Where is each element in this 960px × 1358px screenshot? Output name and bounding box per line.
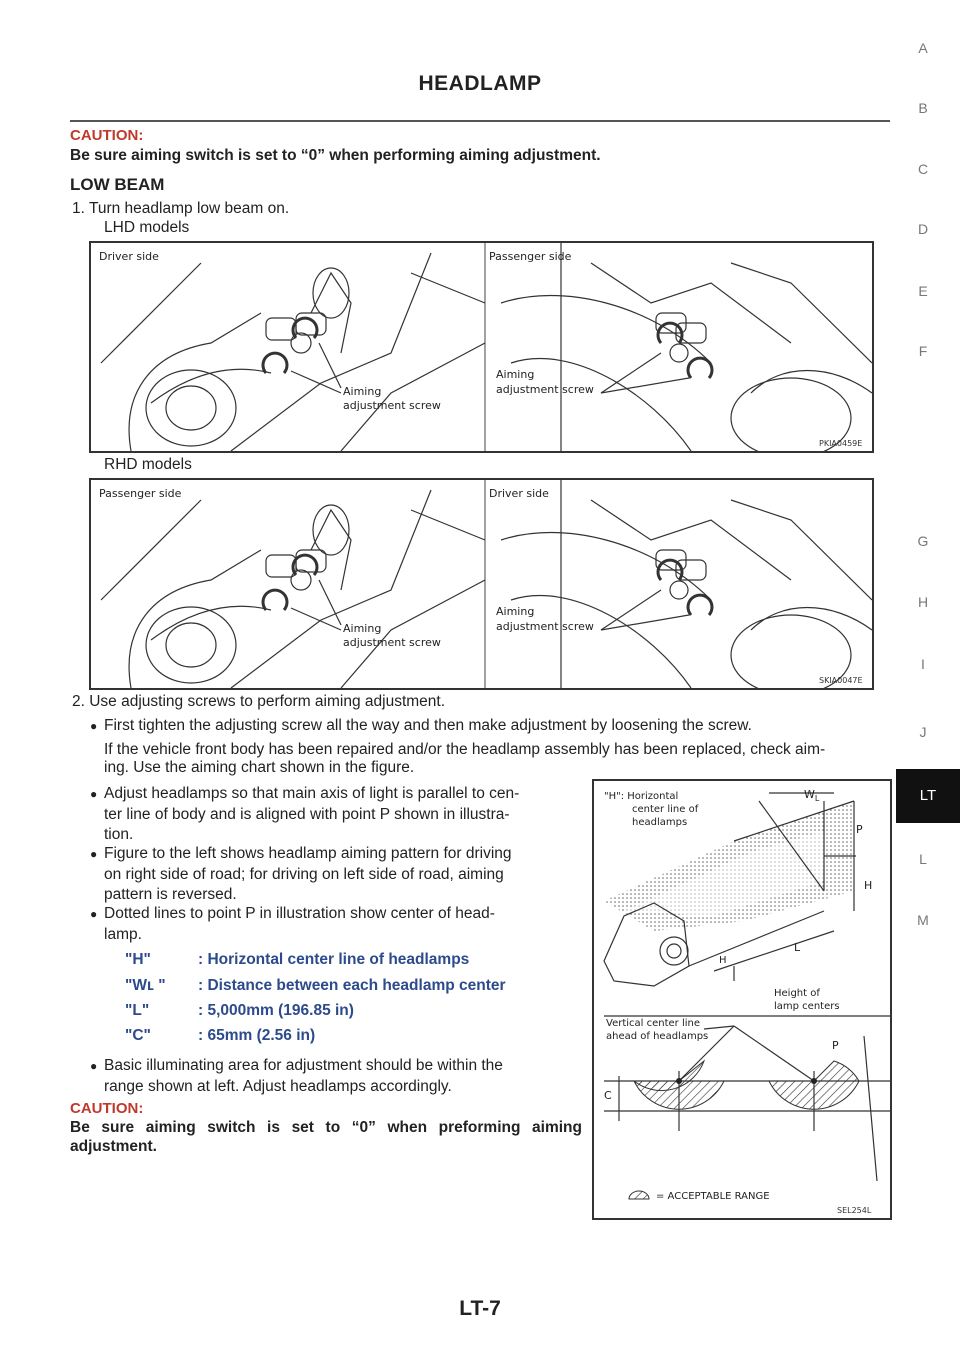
- bullet-figure-l2: on right side of road; for driving on left side of road, aiming: [104, 865, 504, 883]
- bullet-figure-left: [90, 844, 582, 906]
- bullet-first: [90, 716, 874, 737]
- def-value: : Distance between each headlamp center: [198, 977, 506, 994]
- caution-2-label: CAUTION:: [70, 1100, 144, 1117]
- aim-h-small: H: [719, 955, 727, 966]
- lhd-figure-code: PKIA0459E: [819, 439, 863, 448]
- aim-height-1: Height of: [774, 988, 820, 999]
- rhd-illustration: [91, 480, 872, 688]
- title-rule: [70, 120, 890, 122]
- aim-l-label: L: [794, 941, 801, 954]
- aim-wl-label: $W_L$: [804, 788, 820, 803]
- aim-h-label-2: center line of: [632, 804, 699, 815]
- def-value: : 5,000mm (196.85 in): [198, 1002, 354, 1019]
- page-title: HEADLAMP: [418, 72, 542, 95]
- rhd-left-callout-1: Aiming: [343, 622, 382, 635]
- aiming-figure: [592, 779, 892, 1220]
- def-key: "H": [125, 951, 151, 968]
- rhd-left-callout-2: adjustment screw: [343, 636, 441, 649]
- rhd-right-callout-1: Aiming: [496, 605, 535, 618]
- bullet-figure-l1: Figure to the left shows headlamp aiming pattern for driving: [104, 845, 512, 862]
- bullet-dot: ●: [90, 847, 98, 861]
- bullet-adjust-l3: tion.: [104, 826, 134, 843]
- side-index-j[interactable]: J: [919, 724, 927, 740]
- para-line-1: If the vehicle front body has been repaired and/or the headlamp assembly has been replaced, check aim-: [104, 741, 826, 758]
- bullet-basic-l2: range shown at left. Adjust headlamps accordingly.: [104, 1077, 452, 1095]
- lhd-left-label: Driver side: [99, 250, 159, 263]
- def-key: "C": [125, 1027, 151, 1044]
- side-index-lt-active[interactable]: LT: [896, 769, 960, 823]
- def-key: "Wʟ ": [125, 977, 166, 994]
- aim-vert-1: Vertical center line: [606, 1018, 701, 1029]
- page-number: LT-7: [459, 1297, 501, 1320]
- lhd-label: LHD models: [104, 219, 190, 236]
- aim-vert-2: ahead of headlamps: [606, 1031, 709, 1042]
- side-index-e[interactable]: E: [918, 283, 928, 299]
- bullet-basic: [90, 1056, 582, 1097]
- aim-c-label: C: [604, 1089, 612, 1102]
- side-index-f[interactable]: F: [918, 343, 928, 359]
- rhd-right-label: Driver side: [489, 487, 549, 500]
- rhd-left-label: Passenger side: [99, 487, 182, 500]
- caution-text: Be sure aiming switch is set to “0” when performing aiming adjustment.: [70, 147, 601, 164]
- bullet-adjust-l1: Adjust headlamps so that main axis of light is parallel to cen-: [104, 785, 520, 802]
- caution-2-line-1: Be sure aiming switch is set to “0” when preforming aiming: [70, 1119, 582, 1136]
- bullet-dotted-l1: Dotted lines to point P in illustration show center of head-: [104, 905, 495, 922]
- side-index-a[interactable]: A: [918, 40, 928, 56]
- aim-h-label-1: "H": Horizontal: [604, 791, 679, 802]
- aim-figure-code: SEL254L: [837, 1206, 872, 1215]
- bullet-basic-l1: Basic illuminating area for adjustment should be within the: [104, 1057, 503, 1074]
- side-index-h[interactable]: H: [917, 594, 929, 610]
- side-index-c[interactable]: C: [917, 161, 929, 177]
- bullet-dot: ●: [90, 907, 98, 921]
- lhd-right-callout-2: adjustment screw: [496, 383, 594, 396]
- aim-h-marker: H: [864, 879, 873, 892]
- bullet-figure-l3: pattern is reversed.: [104, 886, 237, 903]
- bullet-dot: ●: [90, 719, 98, 733]
- bullet-adjust: [90, 784, 582, 846]
- side-index-i[interactable]: I: [921, 656, 925, 672]
- bullet-dotted-l2: lamp.: [104, 925, 142, 943]
- para-line-2: ing. Use the aiming chart shown in the figure.: [104, 759, 415, 776]
- lhd-left-callout-2: adjustment screw: [343, 399, 441, 412]
- rhd-figure: [89, 478, 874, 690]
- def-value: : 65mm (2.56 in): [198, 1027, 316, 1044]
- side-index-d[interactable]: D: [917, 221, 929, 237]
- lhd-illustration: [91, 243, 872, 451]
- bullet-adjust-l2: ter line of body and is aligned with point P shown in illustra-: [104, 805, 510, 823]
- lhd-left-callout-1: Aiming: [343, 385, 382, 398]
- lhd-right-callout-1: Aiming: [496, 368, 535, 381]
- def-key: "L": [125, 1002, 150, 1019]
- def-value: : Horizontal center line of headlamps: [198, 951, 470, 968]
- aim-p-label: P: [856, 823, 863, 836]
- side-index-m[interactable]: M: [917, 912, 929, 928]
- side-index-l[interactable]: L: [919, 851, 927, 867]
- caution-label: CAUTION:: [70, 127, 144, 144]
- lhd-right-label: Passenger side: [489, 250, 572, 263]
- rhd-right-callout-2: adjustment screw: [496, 620, 594, 633]
- caution-2-line-2: adjustment.: [70, 1138, 157, 1155]
- side-index-g[interactable]: G: [917, 533, 929, 549]
- bullet-dot: ●: [90, 787, 98, 801]
- aim-p2-label: P: [832, 1039, 839, 1052]
- side-index-b[interactable]: B: [918, 100, 928, 116]
- bullet-dot: ●: [90, 1059, 98, 1073]
- bullet-dotted: [90, 904, 582, 945]
- step-2: 2. Use adjusting screws to perform aiming adjustment.: [72, 693, 446, 710]
- rhd-label: RHD models: [104, 456, 192, 473]
- aim-height-2: lamp centers: [774, 1001, 840, 1012]
- aim-legend: = ACCEPTABLE RANGE: [656, 1191, 770, 1202]
- aiming-illustration: [594, 781, 890, 1218]
- aim-h-label-3: headlamps: [632, 817, 688, 828]
- bullet-first-text: First tighten the adjusting screw all the way and then make adjustment by loosening the screw.: [104, 717, 752, 734]
- section-title: LOW BEAM: [70, 175, 165, 194]
- step-1: 1. Turn headlamp low beam on.: [72, 200, 290, 217]
- lhd-figure: [89, 241, 874, 453]
- rhd-figure-code: SKIA0047E: [819, 676, 863, 685]
